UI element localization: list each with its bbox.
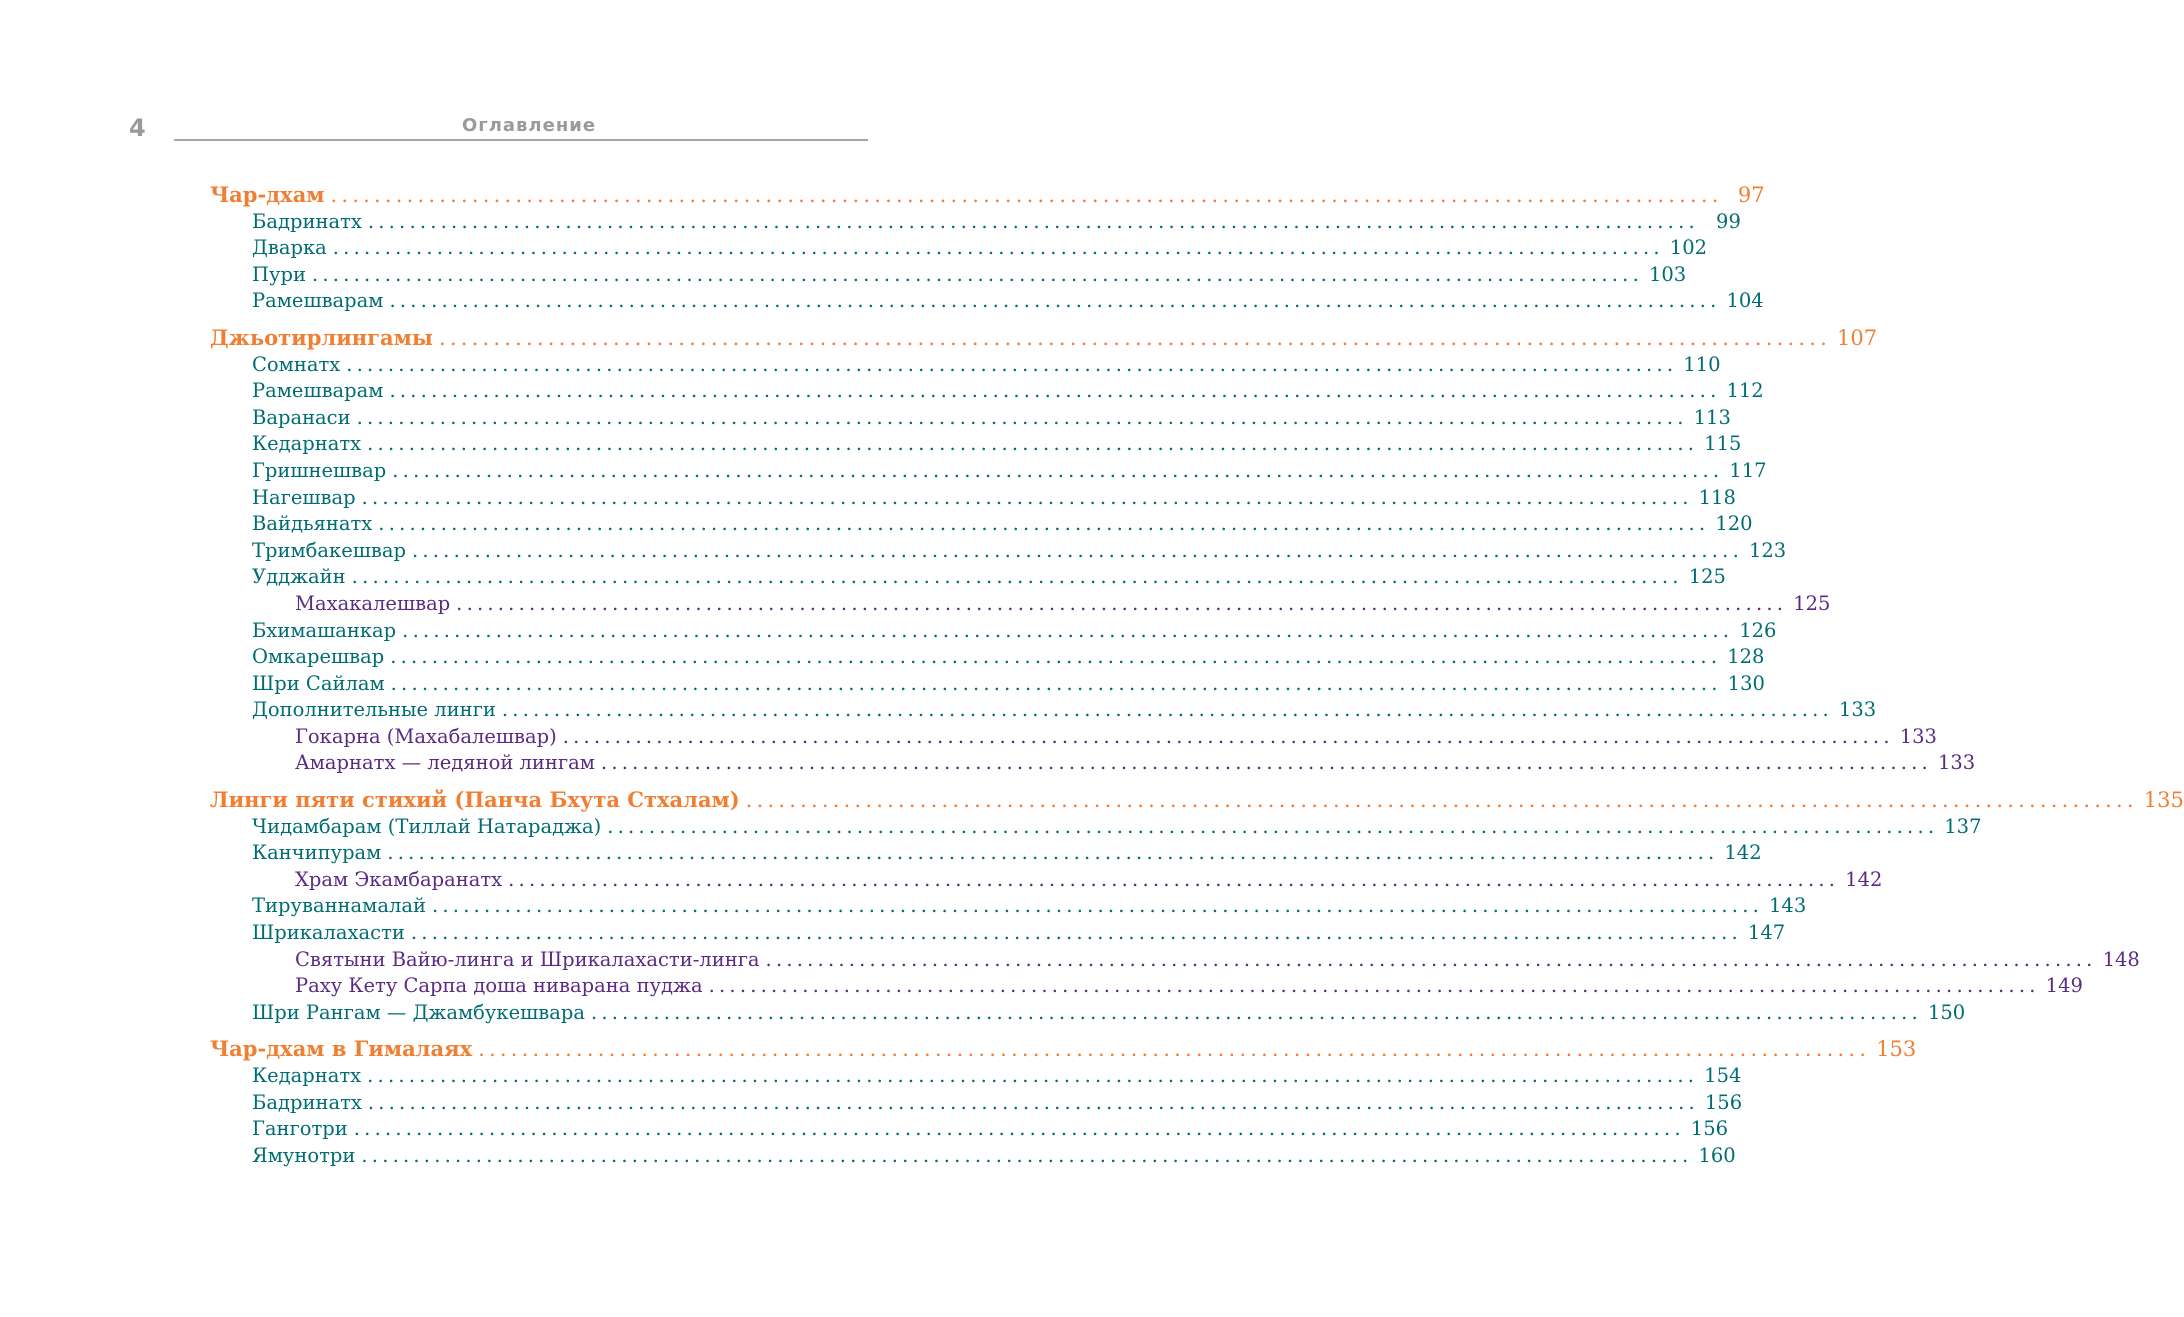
dot-leader: ................................................................................................................................ bbox=[501, 698, 1833, 722]
toc-page-number: 133 bbox=[1899, 724, 1937, 748]
toc-page-number: 112 bbox=[1726, 379, 1764, 403]
toc-page-number: 128 bbox=[1727, 645, 1765, 669]
toc-entry-title: Пури bbox=[252, 262, 306, 286]
toc-entry-title: Шри Рангам — Джамбукешвара bbox=[252, 1000, 585, 1024]
toc-subsection-entry[interactable] bbox=[210, 262, 1687, 289]
toc-entry-title: Вайдьянатх bbox=[252, 512, 373, 536]
toc-subsection-entry[interactable] bbox=[210, 893, 1807, 920]
toc-entry-title: Кедарнатх bbox=[252, 432, 362, 456]
toc-page-number: 125 bbox=[1793, 591, 1831, 615]
toc-page-number: 130 bbox=[1727, 671, 1765, 695]
toc-subsection-entry[interactable] bbox=[210, 697, 1877, 724]
dot-leader: ................................................................................................................................ bbox=[607, 814, 1939, 838]
toc-section bbox=[210, 182, 1765, 315]
toc-page-number: 148 bbox=[2102, 947, 2140, 971]
toc-subsection-entry[interactable] bbox=[210, 1116, 1729, 1143]
toc-entry-title: Ганготри bbox=[252, 1117, 348, 1141]
toc-entry-title: Раху Кету Сарпа доша ниварана пуджа bbox=[295, 974, 703, 998]
toc-subsection-entry[interactable] bbox=[210, 209, 1741, 236]
dot-leader: ................................................................................................................................ bbox=[367, 432, 1699, 456]
toc-page-number: 133 bbox=[1937, 751, 1976, 775]
toc-subsubsection-entry[interactable] bbox=[210, 591, 1831, 618]
dot-leader: ................................................................................................................................ bbox=[330, 183, 1723, 207]
toc-subsection-entry[interactable] bbox=[210, 458, 1767, 485]
toc-subsection-entry[interactable] bbox=[210, 814, 1982, 841]
toc-page-number: 147 bbox=[1747, 921, 1786, 945]
dot-leader: ................................................................................................................................ bbox=[438, 325, 1831, 350]
toc-subsection-entry[interactable] bbox=[210, 378, 1764, 405]
toc-entry-title: Дополнительные линги bbox=[252, 698, 496, 722]
dot-leader: ................................................................................................................................ bbox=[410, 921, 1742, 945]
toc-page-number: 150 bbox=[1927, 1000, 1966, 1024]
toc-subsubsection-entry[interactable] bbox=[210, 947, 2140, 974]
toc-entry-title: Линги пяти стихий (Панча Бхута Стхалам) bbox=[210, 787, 740, 813]
toc-subsection-entry[interactable] bbox=[210, 405, 1731, 432]
page-number: 4 bbox=[129, 114, 146, 142]
toc-chapter-entry[interactable] bbox=[210, 787, 2184, 814]
table-of-contents bbox=[210, 182, 2184, 1179]
toc-page-number: 135 bbox=[2143, 788, 2184, 813]
toc-entry-title: Тримбакешвар bbox=[252, 538, 406, 562]
dot-leader: ................................................................................................................................ bbox=[351, 565, 1683, 589]
header-rule bbox=[174, 139, 868, 141]
toc-page-number: 117 bbox=[1729, 458, 1767, 482]
dot-leader: ................................................................................................................................ bbox=[361, 1143, 1693, 1167]
toc-entry-title: Рамешварам bbox=[252, 289, 384, 313]
dot-leader: ................................................................................................................................ bbox=[411, 538, 1743, 562]
running-header-title: Оглавление bbox=[462, 115, 597, 136]
toc-entry-title: Ямунотри bbox=[252, 1143, 356, 1167]
toc-entry-title: Канчипурам bbox=[252, 841, 382, 865]
dot-leader: ................................................................................................................................ bbox=[432, 894, 1764, 918]
toc-entry-title: Гокарна (Махабалешвар) bbox=[295, 724, 557, 748]
dot-leader: ................................................................................................................................ bbox=[590, 1000, 1922, 1024]
toc-subsection-entry[interactable] bbox=[210, 1090, 1743, 1117]
dot-leader: ................................................................................................................................ bbox=[361, 485, 1693, 509]
toc-chapter-entry[interactable] bbox=[210, 182, 1765, 209]
toc-page-number: 104 bbox=[1726, 289, 1764, 313]
toc-subsection-entry[interactable] bbox=[210, 288, 1764, 315]
toc-entry-title: Чар-дхам в Гималаях bbox=[210, 1036, 473, 1062]
toc-subsection-entry[interactable] bbox=[210, 511, 1753, 538]
toc-subsection-entry[interactable] bbox=[210, 431, 1742, 458]
toc-page-number: 126 bbox=[1739, 618, 1777, 642]
toc-subsection-entry[interactable] bbox=[210, 352, 1721, 379]
toc-page-number: 102 bbox=[1669, 236, 1708, 260]
dot-leader: ................................................................................................................................ bbox=[353, 1117, 1685, 1141]
toc-page-number: 137 bbox=[1944, 814, 1982, 838]
toc-subsection-entry[interactable] bbox=[210, 671, 1765, 698]
dot-leader: ................................................................................................................................ bbox=[600, 751, 1932, 775]
toc-entry-title: Рамешварам bbox=[252, 379, 384, 403]
dot-leader: ................................................................................................................................ bbox=[367, 1064, 1699, 1087]
toc-section bbox=[210, 1036, 1917, 1169]
toc-subsubsection-entry[interactable] bbox=[210, 973, 2083, 1000]
toc-entry-title: Тируваннамалай bbox=[252, 894, 426, 918]
toc-section bbox=[210, 787, 2184, 1026]
toc-entry-title: Джьотирлингамы bbox=[210, 324, 433, 350]
dot-leader: ................................................................................................................................ bbox=[508, 867, 1840, 891]
dot-leader: ................................................................................................................................ bbox=[346, 352, 1678, 376]
toc-page-number: 153 bbox=[1876, 1037, 1917, 1062]
toc-subsection-entry[interactable] bbox=[210, 235, 1708, 262]
toc-entry-title: Святыни Вайю-линга и Шрикалахасти-линга bbox=[295, 947, 760, 971]
toc-subsection-entry[interactable] bbox=[210, 485, 1736, 512]
toc-page-number: 142 bbox=[1724, 841, 1762, 865]
dot-leader: ................................................................................................................................ bbox=[367, 1090, 1699, 1114]
toc-subsubsection-entry[interactable] bbox=[210, 867, 1883, 894]
toc-page-number: 133 bbox=[1838, 698, 1877, 722]
dot-leader: ................................................................................................................................ bbox=[562, 724, 1894, 748]
toc-page-number: 143 bbox=[1769, 894, 1807, 918]
toc-subsection-entry[interactable] bbox=[210, 920, 1786, 947]
toc-subsection-entry[interactable] bbox=[210, 1000, 1966, 1027]
toc-subsection-entry[interactable] bbox=[210, 840, 1762, 867]
dot-leader: ................................................................................................................................ bbox=[332, 236, 1664, 260]
dot-leader: ................................................................................................................................ bbox=[390, 671, 1722, 695]
dot-leader: ................................................................................................................................ bbox=[390, 645, 1722, 669]
dot-leader: ................................................................................................................................ bbox=[765, 947, 2097, 971]
toc-entry-title: Удджайн bbox=[252, 565, 346, 589]
toc-page-number: 118 bbox=[1698, 485, 1736, 509]
toc-page-number: 107 bbox=[1836, 325, 1878, 350]
toc-entry-title: Амарнатх — ледяной лингам bbox=[295, 751, 595, 775]
dot-leader: ................................................................................................................................ bbox=[367, 209, 1699, 233]
toc-page-number: 97 bbox=[1737, 183, 1765, 207]
toc-page-number: 99 bbox=[1716, 209, 1741, 233]
dot-leader: ................................................................................................................................ bbox=[402, 618, 1734, 642]
toc-section bbox=[210, 324, 1976, 777]
toc-page-number: 149 bbox=[2045, 974, 2083, 998]
toc-page-number: 142 bbox=[1845, 867, 1883, 891]
toc-page-number: 120 bbox=[1715, 512, 1753, 536]
dot-leader: ................................................................................................................................ bbox=[356, 405, 1688, 429]
toc-entry-title: Варанаси bbox=[252, 405, 351, 429]
toc-entry-title: Нагешвар bbox=[252, 485, 356, 509]
dot-leader: ................................................................................................................................ bbox=[392, 458, 1724, 482]
toc-entry-title: Бхимашанкар bbox=[252, 618, 397, 642]
toc-subsubsection-entry[interactable] bbox=[210, 750, 1976, 777]
toc-page-number: 156 bbox=[1704, 1090, 1743, 1114]
toc-page-number: 156 bbox=[1690, 1117, 1729, 1141]
dot-leader: ................................................................................................................................ bbox=[378, 512, 1710, 536]
toc-entry-title: Сомнатх bbox=[252, 352, 341, 376]
toc-entry-title: Шрикалахасти bbox=[252, 921, 405, 945]
toc-entry-title: Кедарнатх bbox=[252, 1064, 362, 1087]
toc-entry-title: Чар-дхам bbox=[210, 182, 325, 207]
toc-page-number: 154 bbox=[1704, 1064, 1742, 1087]
dot-leader: ................................................................................................................................ bbox=[387, 841, 1719, 865]
toc-page-number: 110 bbox=[1683, 352, 1721, 376]
dot-leader: ................................................................................................................................ bbox=[389, 289, 1721, 313]
toc-page-number: 123 bbox=[1748, 538, 1787, 562]
toc-page-number: 160 bbox=[1698, 1143, 1736, 1167]
toc-chapter-entry[interactable] bbox=[210, 324, 1878, 352]
toc-subsection-entry[interactable] bbox=[210, 1063, 1742, 1090]
dot-leader: ................................................................................................................................ bbox=[708, 974, 2040, 998]
toc-page-number: 113 bbox=[1693, 405, 1731, 429]
toc-subsection-entry[interactable] bbox=[210, 538, 1787, 565]
dot-leader: ................................................................................................................................ bbox=[389, 379, 1721, 403]
toc-entry-title: Омкарешвар bbox=[252, 645, 385, 669]
toc-entry-title: Храм Экамбаранатх bbox=[295, 867, 503, 891]
toc-entry-title: Гришнешвар bbox=[252, 458, 387, 482]
toc-page-number: 115 bbox=[1704, 432, 1742, 456]
toc-entry-title: Чидамбарам (Тиллай Натараджа) bbox=[252, 814, 602, 838]
toc-subsubsection-entry[interactable] bbox=[210, 724, 1937, 751]
toc-subsection-entry[interactable] bbox=[210, 644, 1765, 671]
toc-page-number: 103 bbox=[1648, 262, 1687, 286]
toc-entry-title: Бадринатх bbox=[252, 209, 362, 233]
toc-chapter-entry[interactable] bbox=[210, 1036, 1917, 1063]
dot-leader: ................................................................................................................................ bbox=[456, 591, 1788, 615]
toc-entry-title: Махакалешвар bbox=[295, 591, 451, 615]
dot-leader: ................................................................................................................................ bbox=[311, 262, 1643, 286]
toc-entry-title: Дварка bbox=[252, 236, 327, 260]
toc-page-number: 125 bbox=[1688, 565, 1726, 589]
toc-subsection-entry[interactable] bbox=[210, 618, 1777, 645]
toc-subsection-entry[interactable] bbox=[210, 1143, 1736, 1170]
dot-leader: ................................................................................................................................ bbox=[745, 788, 2138, 813]
toc-subsection-entry[interactable] bbox=[210, 564, 1726, 591]
dot-leader: ................................................................................................................................ bbox=[478, 1037, 1871, 1062]
toc-entry-title: Бадринатх bbox=[252, 1090, 362, 1114]
toc-entry-title: Шри Сайлам bbox=[252, 671, 385, 695]
